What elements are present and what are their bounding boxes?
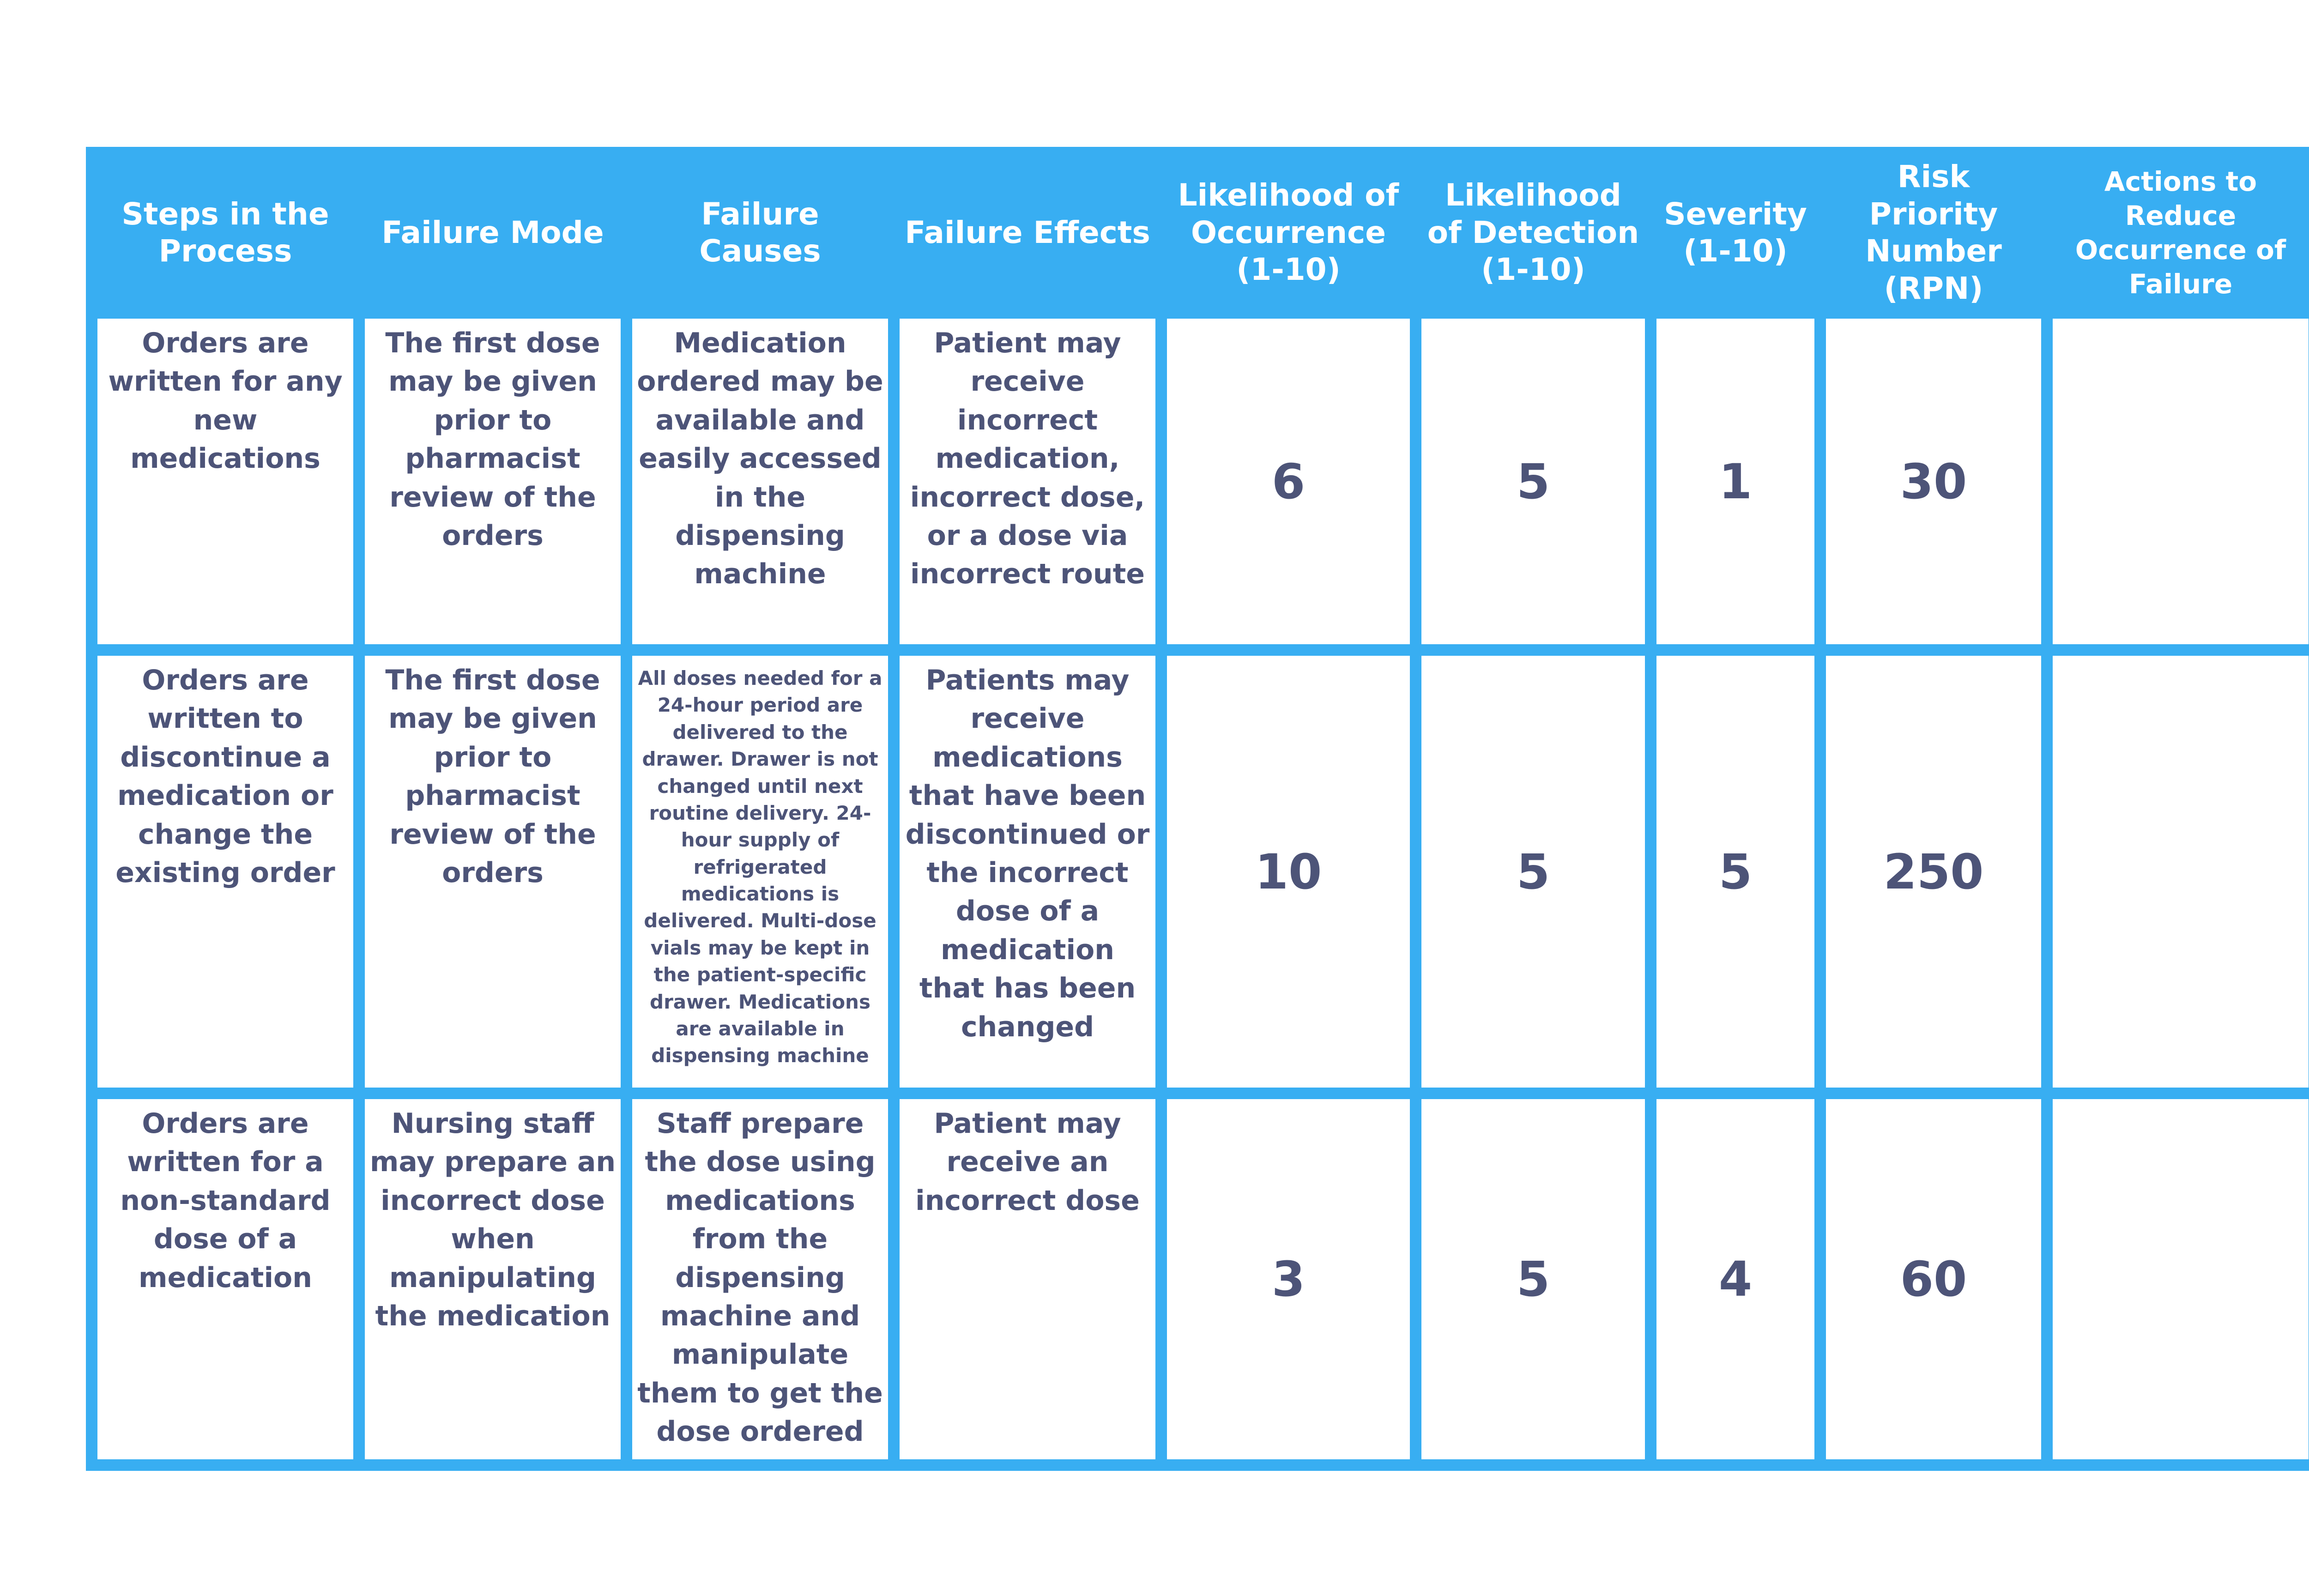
header-steps: Steps in the Process bbox=[97, 158, 353, 307]
header-failure-effects: Failure Effects bbox=[900, 158, 1155, 307]
rpn-cell: 250 bbox=[1826, 656, 2041, 1088]
failure-mode-cell: Nursing staff may prepare an incorrect dose when manipulating the medication bbox=[365, 1099, 621, 1459]
severity-cell: 1 bbox=[1656, 319, 1814, 644]
failure-causes-cell: Staff prepare the dose using medications from the dispensing machine and manipulate them to get the dose ordered bbox=[632, 1099, 888, 1459]
header-failure-causes: Failure Causes bbox=[632, 158, 888, 307]
detection-cell: 5 bbox=[1421, 656, 1645, 1088]
header-detection: Likelihood of Detection (1-10) bbox=[1421, 158, 1645, 307]
severity-cell: 5 bbox=[1656, 656, 1814, 1088]
table-row bbox=[97, 1099, 2309, 1459]
detection-cell: 5 bbox=[1421, 1099, 1645, 1459]
occurrence-cell: 10 bbox=[1167, 656, 1410, 1088]
header-occurrence: Likelihood of Occurrence (1-10) bbox=[1167, 158, 1410, 307]
failure-mode-cell: The first dose may be given prior to pharmacist review of the orders bbox=[365, 656, 621, 1088]
failure-causes-cell: All doses needed for a 24-hour period are delivered to the drawer. Drawer is not changed until next routine delivery. 24-hour supply of refrigerated medications is delivered. Multi-dose vials may be kept in the patient-specific drawer. Medications are available in dispensing machine bbox=[632, 656, 888, 1088]
occurrence-cell: 6 bbox=[1167, 319, 1410, 644]
fmea-table bbox=[86, 147, 2309, 1471]
header-severity: Severity (1-10) bbox=[1656, 158, 1814, 307]
rpn-cell: 30 bbox=[1826, 319, 2041, 644]
failure-effects-cell: Patient may receive incorrect medication, incorrect dose, or a dose via incorrect route bbox=[900, 319, 1155, 644]
severity-cell: 4 bbox=[1656, 1099, 1814, 1459]
table-row bbox=[97, 319, 2309, 644]
detection-cell: 5 bbox=[1421, 319, 1645, 644]
failure-mode-cell: The first dose may be given prior to pharmacist review of the orders bbox=[365, 319, 621, 644]
step-cell: Orders are written for any new medications bbox=[97, 319, 353, 644]
occurrence-cell: 3 bbox=[1167, 1099, 1410, 1459]
actions-cell[interactable] bbox=[2053, 319, 2309, 644]
header-failure-mode: Failure Mode bbox=[365, 158, 621, 307]
failure-causes-cell: Medication ordered may be available and easily accessed in the dispensing machine bbox=[632, 319, 888, 644]
table-row bbox=[97, 656, 2309, 1088]
header-actions: Actions to Reduce Occurrence of Failure bbox=[2053, 158, 2309, 307]
header-rpn: Risk Priority Number (RPN) bbox=[1826, 158, 2041, 307]
actions-cell[interactable] bbox=[2053, 656, 2309, 1088]
step-cell: Orders are written to discontinue a medication or change the existing order bbox=[97, 656, 353, 1088]
failure-effects-cell: Patient may receive an incorrect dose bbox=[900, 1099, 1155, 1459]
step-cell: Orders are written for a non-standard dose of a medication bbox=[97, 1099, 353, 1459]
header-row bbox=[97, 158, 2309, 307]
failure-effects-cell: Patients may receive medications that have been discontinued or the incorrect dose of a medication that has been changed bbox=[900, 656, 1155, 1088]
rpn-cell: 60 bbox=[1826, 1099, 2041, 1459]
actions-cell[interactable] bbox=[2053, 1099, 2309, 1459]
